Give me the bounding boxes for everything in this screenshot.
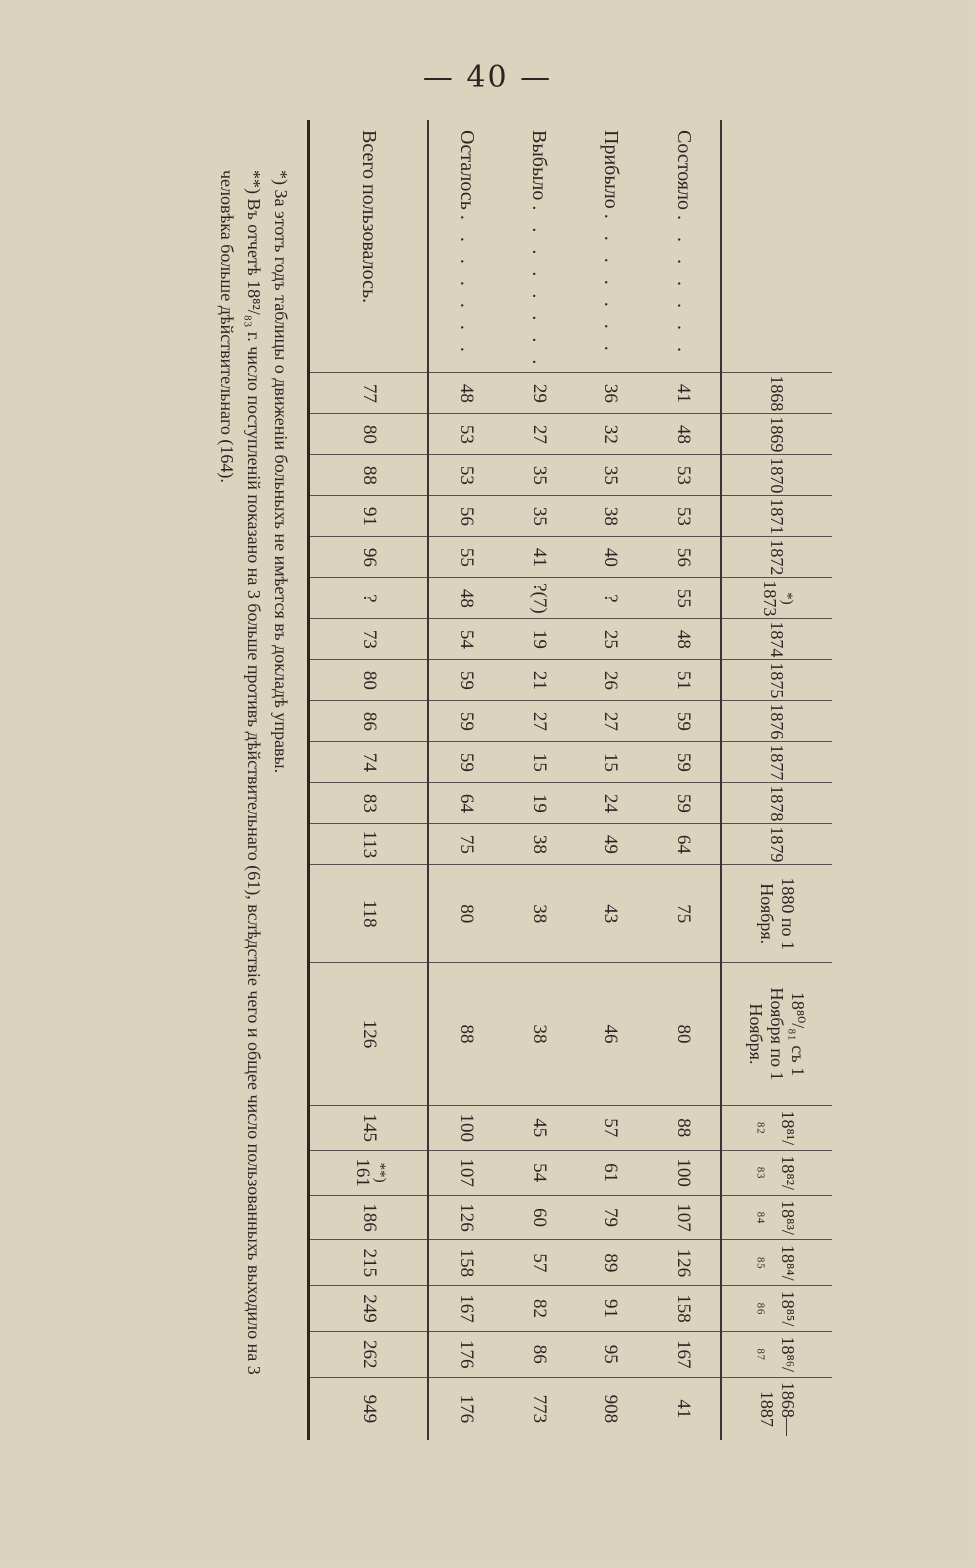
column-header-1873 [721, 578, 832, 619]
table-cell: 43 [575, 865, 647, 963]
table-cell: 88 [646, 1105, 721, 1150]
column-header: 1870 [721, 455, 832, 496]
table-cell: 113 [309, 824, 429, 865]
column-header: 18⁸⁰/₈₁ съ 1 Ноября по 1 Ноября. [721, 963, 832, 1106]
table-cell: 83 [309, 783, 429, 824]
table-cell: 75 [646, 865, 721, 963]
table-cell: 80 [428, 865, 503, 963]
column-header: 18⁸²/₈₃ [721, 1150, 832, 1195]
table-cell: 41 [503, 537, 575, 578]
table-cell: ? [309, 578, 429, 619]
table-cell: 176 [428, 1377, 503, 1440]
table-cell: 59 [646, 742, 721, 783]
table-cell: 145 [309, 1105, 429, 1150]
column-header: 1873 [760, 580, 781, 617]
table-cell: 64 [646, 824, 721, 865]
header-row [721, 120, 832, 1440]
row-label: Всего пользовалось. [309, 120, 429, 373]
table-cell: 88 [309, 455, 429, 496]
table-cell: 80 [309, 414, 429, 455]
column-header: 1876 [721, 701, 832, 742]
table-cell: 949 [309, 1377, 429, 1440]
footnotes [213, 120, 294, 1440]
table-cell: 161 [351, 1158, 373, 1187]
table-cell: 32 [575, 414, 647, 455]
table-cell: 38 [503, 963, 575, 1106]
table-cell: 89 [575, 1240, 647, 1286]
table-cell: 167 [428, 1286, 503, 1332]
column-header: 1875 [721, 660, 832, 701]
column-header: 1880 по 1 Ноября. [721, 865, 832, 963]
column-header: 18⁸³/₈₄ [721, 1195, 832, 1240]
table-cell: 35 [503, 455, 575, 496]
table-cell: 55 [428, 537, 503, 578]
table-cell: 59 [428, 742, 503, 783]
table-cell: 48 [428, 373, 503, 414]
table-cell: 59 [428, 660, 503, 701]
column-header: 1871 [721, 496, 832, 537]
table-cell: 48 [428, 578, 503, 619]
table-cell: 59 [428, 701, 503, 742]
table-cell: 107 [646, 1195, 721, 1240]
table-cell: 186 [309, 1195, 429, 1240]
table-cell: 73 [309, 619, 429, 660]
table-cell: 74 [309, 742, 429, 783]
table-cell: 29 [503, 373, 575, 414]
table-cell: 57 [503, 1240, 575, 1286]
column-header: 18⁸¹/₈₂ [721, 1105, 832, 1150]
table-cell: 86 [503, 1331, 575, 1377]
table-cell: 126 [428, 1195, 503, 1240]
column-header: 1877 [721, 742, 832, 783]
table-cell: 26 [575, 660, 647, 701]
table-cell-1882 [309, 1150, 429, 1195]
table-cell: 55 [646, 578, 721, 619]
column-header: 18⁸⁴/₈₅ [721, 1240, 832, 1286]
table-cell: 107 [428, 1150, 503, 1195]
table-cell: 80 [646, 963, 721, 1106]
table-cell: 100 [428, 1105, 503, 1150]
table-cell: 40 [575, 537, 647, 578]
table-cell: 38 [503, 824, 575, 865]
footnote-1: *) За этотъ годъ таблицы о движеніи больныхъ не имѣется въ докладѣ управы. [271, 170, 291, 774]
table-cell: 158 [428, 1240, 503, 1286]
footnote-marker: *) [779, 592, 796, 605]
column-header: 1869 [721, 414, 832, 455]
table-cell: 56 [646, 537, 721, 578]
table-cell: ? [575, 578, 647, 619]
table-cell: 82 [503, 1286, 575, 1332]
page-number: — 40 — [422, 60, 553, 95]
table-cell: 49 [575, 824, 647, 865]
table-cell: 773 [503, 1377, 575, 1440]
table-cell: 59 [646, 783, 721, 824]
table-row-total [309, 120, 429, 1440]
table-cell: 51 [646, 660, 721, 701]
table-cell: 91 [309, 496, 429, 537]
table-row-ostalos [428, 120, 503, 1440]
column-header: 18⁸⁶/₈₇ [721, 1331, 832, 1377]
table-cell: 100 [646, 1150, 721, 1195]
table-cell: 60 [503, 1195, 575, 1240]
table-cell: 15 [503, 742, 575, 783]
table-cell: 53 [428, 455, 503, 496]
footnote-2: **) Въ отчетѣ 18⁸²/₈₃ г. число поступленій показано на 3 больше противъ дѣйствительнаго (61), вслѣдствіе чего и общее число пользованныхъ выходило на 3 человѣка больше дѣйствительнаго (164). [217, 170, 264, 1375]
table-cell: 19 [503, 783, 575, 824]
table-cell: 21 [503, 660, 575, 701]
header-corner [721, 120, 832, 373]
table-cell: 38 [503, 865, 575, 963]
table-cell: 262 [309, 1331, 429, 1377]
table-cell: 48 [646, 619, 721, 660]
table-cell: 46 [575, 963, 647, 1106]
table-cell: 41 [646, 1377, 721, 1440]
row-label: Состояло . . . . . . . [672, 130, 695, 358]
table-cell: 91 [575, 1286, 647, 1332]
table-cell: 27 [503, 701, 575, 742]
table-cell: 53 [646, 455, 721, 496]
table-cell: 56 [428, 496, 503, 537]
table-cell: 126 [309, 963, 429, 1106]
table-cell: 77 [309, 373, 429, 414]
table-cell: 75 [428, 824, 503, 865]
table-cell: 27 [503, 414, 575, 455]
table-cell: 158 [646, 1286, 721, 1332]
table-cell: 53 [646, 496, 721, 537]
table-cell: 59 [646, 701, 721, 742]
table-cell: 41 [646, 373, 721, 414]
column-header: 1872 [721, 537, 832, 578]
table-cell: 19 [503, 619, 575, 660]
footnote-marker: **) [371, 1162, 388, 1183]
column-header: 1868—1887 [721, 1377, 832, 1440]
rotated-table-block [142, 120, 832, 1440]
row-label: Прибыло . . . . . . . [600, 130, 622, 357]
column-header: 1879 [721, 824, 832, 865]
table-cell: 35 [503, 496, 575, 537]
table-cell: 54 [428, 619, 503, 660]
table-cell: 95 [575, 1331, 647, 1377]
table-cell: 61 [575, 1150, 647, 1195]
table-cell: 45 [503, 1105, 575, 1150]
table-cell: 126 [646, 1240, 721, 1286]
table-row-pribylo [575, 120, 647, 1440]
table-cell: 35 [575, 455, 647, 496]
table-cell: 215 [309, 1240, 429, 1286]
table-cell: 24 [575, 783, 647, 824]
table-cell: 53 [428, 414, 503, 455]
table-row-sostoyalo [646, 120, 721, 1440]
table-cell: ?(7) [503, 578, 575, 619]
table-cell: 80 [309, 660, 429, 701]
column-header: 1878 [721, 783, 832, 824]
table-cell: 86 [309, 701, 429, 742]
column-header: 1874 [721, 619, 832, 660]
table-cell: 38 [575, 496, 647, 537]
table-cell: 88 [428, 963, 503, 1106]
table-cell: 57 [575, 1105, 647, 1150]
table-cell: 64 [428, 783, 503, 824]
table-cell: 15 [575, 742, 647, 783]
table-cell: 167 [646, 1331, 721, 1377]
table-cell: 249 [309, 1286, 429, 1332]
column-header: 18⁸⁵/₈₆ [721, 1286, 832, 1332]
table-cell: 96 [309, 537, 429, 578]
statistics-table [307, 120, 832, 1440]
table-cell: 36 [575, 373, 647, 414]
table-cell: 25 [575, 619, 647, 660]
row-label: Выбыло . . . . . . . . [528, 130, 551, 371]
table-cell: 176 [428, 1331, 503, 1377]
table-cell: 908 [575, 1377, 647, 1440]
row-label: Осталось . . . . . . . [455, 130, 478, 358]
table-cell: 118 [309, 865, 429, 963]
table-cell: 48 [646, 414, 721, 455]
table-row-vybylo [503, 120, 575, 1440]
table-cell: 79 [575, 1195, 647, 1240]
column-header: 1868 [721, 373, 832, 414]
table-cell: 27 [575, 701, 647, 742]
table-cell: 54 [503, 1150, 575, 1195]
